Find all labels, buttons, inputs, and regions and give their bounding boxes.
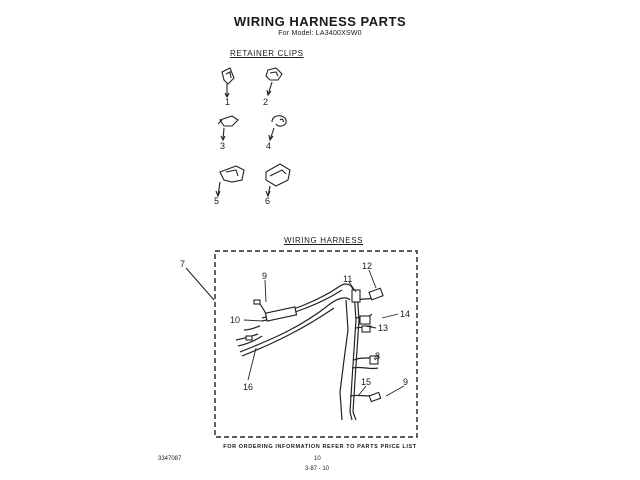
harness-callout-13: 13 [378,323,389,333]
harness-callout-12: 12 [362,261,373,271]
retainer-clip-4 [269,116,286,140]
page-code: 3-87 - 10 [305,466,330,472]
harness-callout-10: 10 [230,315,241,325]
page-number: 10 [314,456,321,462]
harness-callout-7: 7 [180,259,186,269]
harness-callout-9a: 9 [262,271,268,281]
model-line: For Model: LA3400XSW0 [278,30,362,37]
harness-callout-9b: 9 [403,377,409,387]
retainer-clip-6 [266,164,290,196]
harness-callout-15: 15 [361,377,372,387]
harness-callout-14: 14 [400,309,411,319]
harness-connector-block [265,307,296,321]
harness-callout-11: 11 [343,274,353,284]
clip-callout-6: 6 [265,196,271,206]
harness-callout-16: 16 [243,382,254,392]
retainer-clip-1 [222,68,234,97]
clip-callout-2: 2 [263,97,269,107]
retainer-clip-2 [266,68,282,95]
page-title: WIRING HARNESS PARTS [233,14,407,29]
retainer-clip-5 [216,166,244,196]
part-number: 3347087 [158,456,182,462]
wiring-harness-heading: WIRING HARNESS [284,236,364,245]
retainer-clip-3 [218,116,238,140]
clip-callout-5: 5 [214,196,220,206]
clip-callout-3: 3 [220,141,226,151]
clip-callout-4: 4 [266,141,272,151]
clip-callout-1: 1 [225,97,231,107]
ordering-note: FOR ORDERING INFORMATION REFER TO PARTS PRICE LIST [223,444,417,450]
retainer-clips-heading: RETAINER CLIPS [230,49,304,58]
harness-callout-8: 8 [375,351,381,361]
